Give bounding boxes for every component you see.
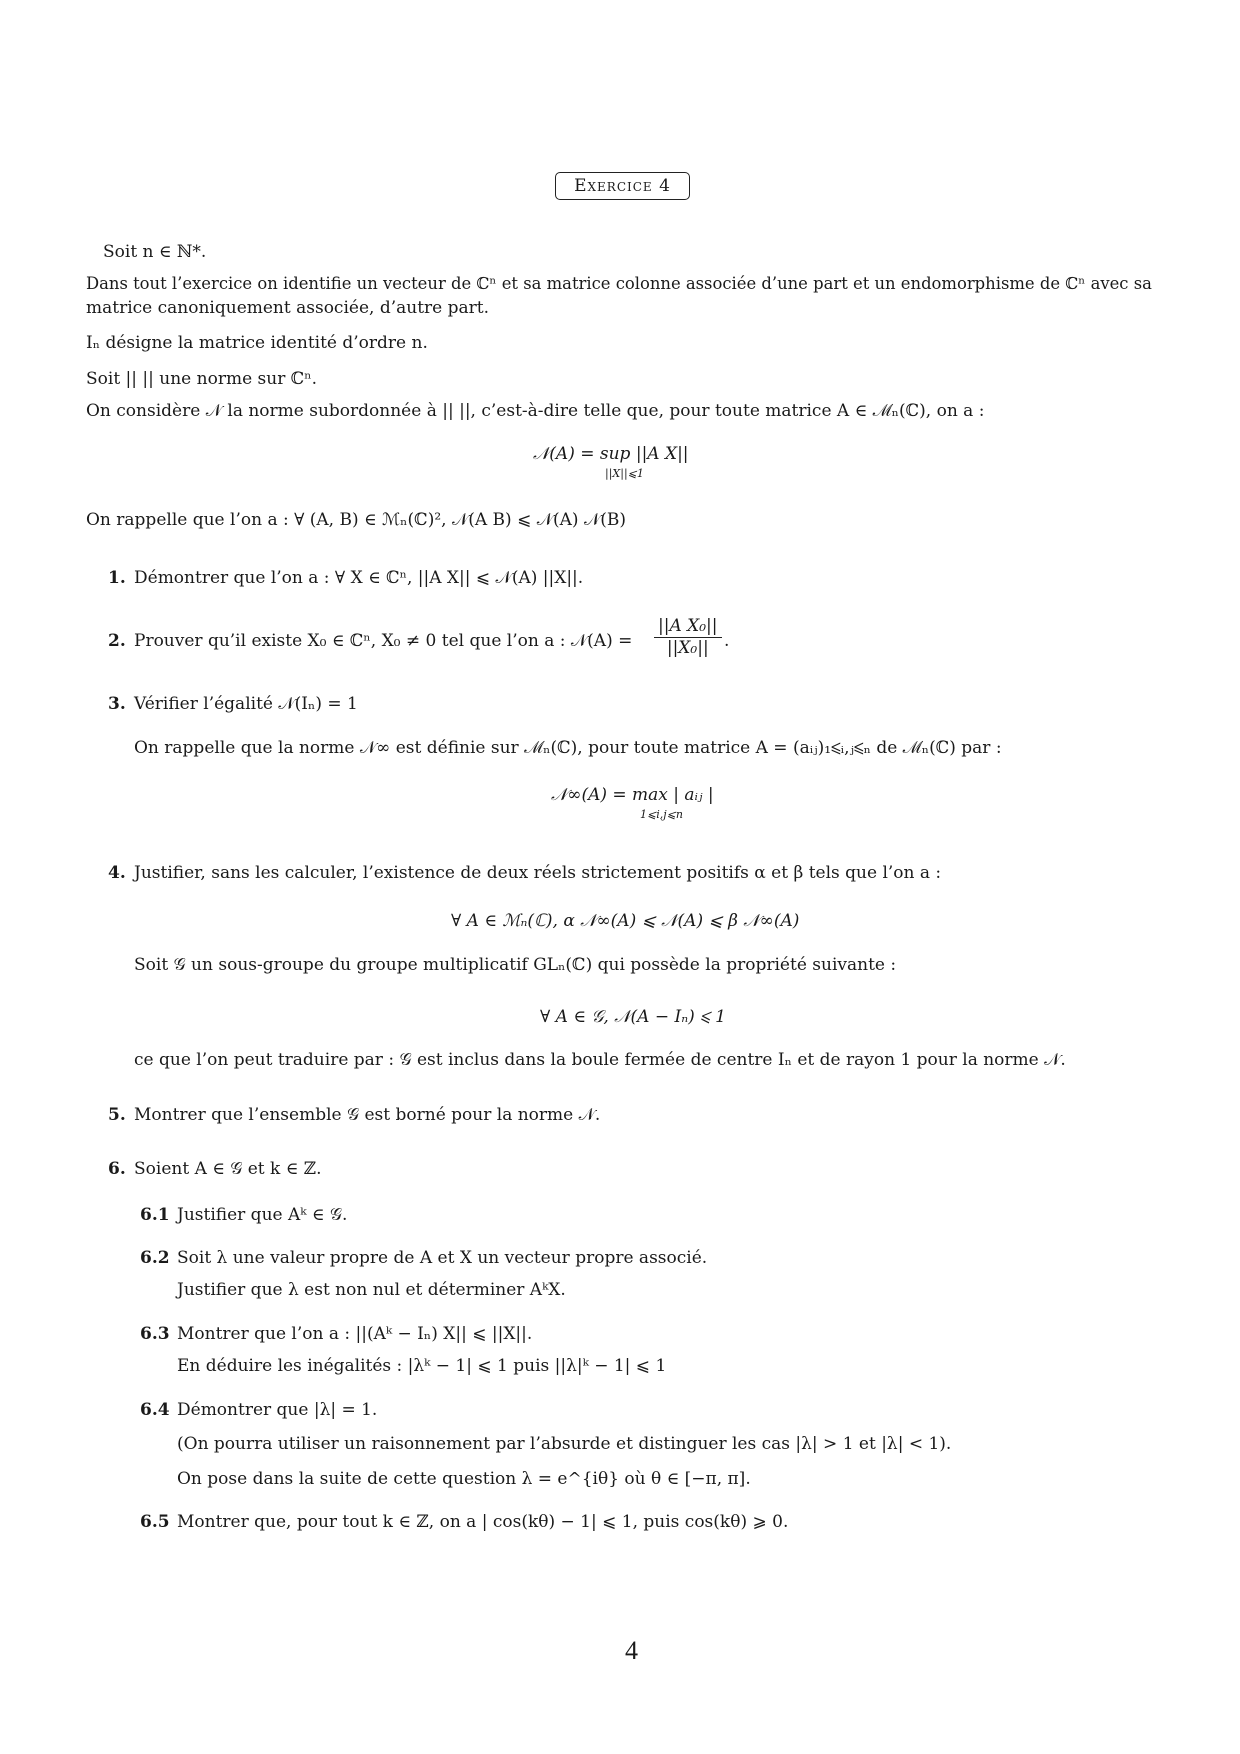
q62-text-b: Justifier que λ est non nul et déterminer AᵏX.: [177, 1280, 566, 1300]
q2-fraction-denominator: ||X₀||: [666, 638, 709, 658]
intro-line-2b: matrice canoniquement associée, d’autre part.: [86, 298, 489, 318]
intro-line-1: Soit n ∈ ℕ*.: [103, 242, 207, 262]
formula-infinity-norm-sub: 1⩽i,j⩽n: [640, 808, 683, 821]
q61-text: Justifier que Aᵏ ∈ 𝒢.: [177, 1205, 348, 1225]
intro-line-6: On rappelle que l’on a : ∀ (A, B) ∈ ℳₙ(ℂ)², 𝒩(A B) ⩽ 𝒩(A) 𝒩(B): [86, 510, 627, 530]
q6-text: Soient A ∈ 𝒢 et k ∈ ℤ.: [134, 1159, 322, 1179]
q62-text-a: Soit λ une valeur propre de A et X un vecteur propre associé.: [177, 1248, 708, 1268]
q1-number: 1.: [108, 568, 126, 588]
intro-line-4: Soit || || une norme sur ℂⁿ.: [86, 369, 318, 389]
intro-line-2a: Dans tout l’exercice on identifie un vecteur de ℂⁿ et sa matrice colonne associée d’une part et un endomorphisme de ℂⁿ avec sa: [86, 274, 1152, 293]
q3-number: 3.: [108, 694, 126, 714]
q64-text-b: (On pourra utiliser un raisonnement par l’absurde et distinguer les cas |λ| > 1 et |λ| < 1).: [177, 1434, 952, 1454]
q63-number: 6.3: [140, 1324, 170, 1344]
intro-line-3: Iₙ désigne la matrice identité d’ordre n.: [86, 333, 428, 353]
q2-number: 2.: [108, 631, 126, 651]
q61-number: 6.1: [140, 1205, 170, 1225]
q1-text: Démontrer que l’on a : ∀ X ∈ ℂⁿ, ||A X|| ⩽ 𝒩(A) ||X||.: [134, 568, 584, 588]
q4-text: Justifier, sans les calculer, l’existence de deux réels strictement positifs α et β tels que l’on a :: [134, 863, 942, 883]
q63-text-a: Montrer que l’on a : ||(Aᵏ − Iₙ) X|| ⩽ ||X||.: [177, 1324, 533, 1344]
q5-number: 5.: [108, 1105, 126, 1125]
formula-norm-definition: 𝒩(A) = sup ||A X||: [533, 444, 689, 464]
q2-fraction: [654, 618, 722, 657]
q62-number: 6.2: [140, 1248, 170, 1268]
formula-group-property: ∀ A ∈ 𝒢, 𝒩(A − Iₙ) ⩽ 1: [540, 1007, 726, 1027]
q63-text-b: En déduire les inégalités : |λᵏ − 1| ⩽ 1 puis ||λ|ᵏ − 1| ⩽ 1: [177, 1356, 667, 1376]
q3-note: On rappelle que la norme 𝒩∞ est définie sur ℳₙ(ℂ), pour toute matrice A = (aᵢⱼ)₁⩽ᵢ,ⱼ⩽ₙ de ℳₙ(ℂ) par :: [134, 738, 1002, 758]
intro-line-5: On considère 𝒩 la norme subordonnée à || ||, c’est-à-dire telle que, pour toute matrice A ∈ ℳₙ(ℂ), on a :: [86, 401, 985, 421]
q2-text: Prouver qu’il existe X₀ ∈ ℂⁿ, X₀ ≠ 0 tel que l’on a : 𝒩(A) =: [134, 631, 633, 651]
q65-text: Montrer que, pour tout k ∈ ℤ, on a | cos(kθ) − 1| ⩽ 1, puis cos(kθ) ⩾ 0.: [177, 1512, 789, 1532]
q64-text-c: On pose dans la suite de cette question λ = e^{iθ} où θ ∈ [−π, π].: [177, 1469, 751, 1489]
formula-norm-sub: ||X||⩽1: [605, 467, 644, 480]
q65-number: 6.5: [140, 1512, 170, 1532]
q2-fraction-numerator: ||A X₀||: [654, 618, 722, 638]
q4-note: Soit 𝒢 un sous-groupe du groupe multiplicatif GLₙ(ℂ) qui possède la propriété suivante :: [134, 955, 897, 975]
q64-text-a: Démontrer que |λ| = 1.: [177, 1400, 378, 1420]
q3-text: Vérifier l’égalité 𝒩(Iₙ) = 1: [134, 694, 358, 714]
formula-infinity-norm: 𝒩∞(A) = max | aᵢⱼ |: [551, 785, 714, 805]
exercise-title: Exercice 4: [555, 172, 690, 200]
q4-note-2: ce que l’on peut traduire par : 𝒢 est inclus dans la boule fermée de centre Iₙ et de rayon 1 pour la norme 𝒩.: [134, 1050, 1066, 1070]
q2-end: .: [724, 631, 730, 651]
page-number: 4: [625, 1636, 638, 1665]
formula-norm-equivalence: ∀ A ∈ ℳₙ(ℂ), α 𝒩∞(A) ⩽ 𝒩(A) ⩽ β 𝒩∞(A): [451, 911, 800, 931]
q4-number: 4.: [108, 863, 126, 883]
q64-number: 6.4: [140, 1400, 170, 1420]
q5-text: Montrer que l’ensemble 𝒢 est borné pour la norme 𝒩.: [134, 1105, 601, 1125]
q6-number: 6.: [108, 1159, 126, 1179]
